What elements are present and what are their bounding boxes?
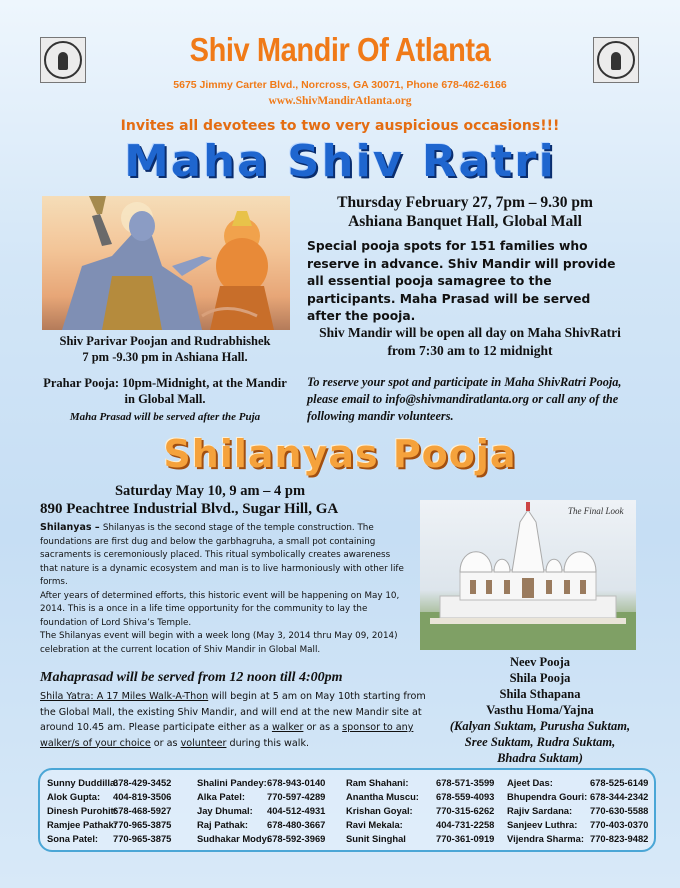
page-title: Shiv Mandir Of Atlanta xyxy=(189,31,491,68)
contact-name: Sanjeev Luthra: xyxy=(507,819,578,830)
contact-name: Jay Dhumal: xyxy=(197,805,253,816)
contact-phone[interactable]: 678-429-3452 xyxy=(113,777,172,788)
contact-row xyxy=(197,833,325,847)
contact-row xyxy=(346,819,494,833)
volunteer-link: volunteer xyxy=(180,737,227,749)
shilanyas-desc-p1: Shilanyas is the second stage of the temple construction. The foundations are first dug and below the garbhagruha, a small pot containing sacraments is ceremoniously placed. This ritual symbolically creates awareness that nature is a dynamic ecosystem and man is to live harmoniously with other life forms. xyxy=(40,523,404,587)
contact-name: Raj Pathak: xyxy=(197,819,249,830)
mandir-open-line: Shiv Mandir will be open all day on Maha ShivRatri xyxy=(319,325,621,340)
contact-row xyxy=(47,819,171,833)
contact-row xyxy=(197,777,325,791)
mahaprasad-line: Mahaprasad will be served from 12 noon till 4:00pm xyxy=(40,670,343,685)
contact-phone[interactable]: 770-315-6262 xyxy=(436,805,495,816)
contact-name: Vijendra Sharma: xyxy=(507,833,584,844)
shilanyas-desc-paragraph xyxy=(40,521,410,590)
invite-line: Invites all devotees to two very auspicious occasions!!! xyxy=(120,118,560,134)
contact-phone[interactable]: 678-480-3667 xyxy=(267,819,326,830)
contact-row xyxy=(346,777,494,791)
contact-name: Rajiv Sardana: xyxy=(507,805,573,816)
ritual-item: Shila Sthapana xyxy=(499,687,581,701)
shilanyas-venue: 890 Peachtree Industrial Blvd., Sugar Hill, GA xyxy=(40,501,339,517)
contact-name: Anantha Muscu: xyxy=(346,791,419,802)
contact-phone[interactable]: 770-965-3875 xyxy=(113,833,172,844)
walk-text-part: during this walk. xyxy=(226,737,310,749)
shiv-ratri-date: Thursday February 27, 7pm – 9.30 pm xyxy=(337,194,593,211)
contacts-column xyxy=(197,777,325,847)
contact-name: Alok Gupta: xyxy=(47,791,101,802)
temple-image-caption: The Final Look xyxy=(568,506,624,516)
contact-row xyxy=(47,833,171,847)
poojan-line: Shiv Parivar Poojan and Rudrabhishek xyxy=(59,334,271,348)
shiva-parivar-image xyxy=(42,196,290,330)
temple-final-look-image xyxy=(420,500,636,650)
shilanyas-pooja-title: Shilanyas Pooja xyxy=(163,432,517,476)
contact-phone[interactable]: 404-731-2258 xyxy=(436,819,495,830)
shilanyas-desc-p3: The Shilanyas event will begin with a week long (May 3, 2014 thru May 09, 2014) celebration at the current location of Shiv Mandir in Global Mall. xyxy=(40,631,398,655)
shiv-ratri-venue: Ashiana Banquet Hall, Global Mall xyxy=(348,213,582,230)
contact-phone[interactable]: 770-630-5588 xyxy=(590,805,649,816)
contact-row xyxy=(47,791,171,805)
contact-name: Dinesh Purohit: xyxy=(47,805,117,816)
walk-text-part: or as xyxy=(150,737,181,749)
contact-phone[interactable]: 770-403-0370 xyxy=(590,819,649,830)
contact-phone[interactable]: 678-559-4093 xyxy=(436,791,495,802)
shilanyas-lead: Shilanyas – xyxy=(40,522,103,533)
contact-phone[interactable]: 404-512-4931 xyxy=(267,805,326,816)
suktam-line: (Kalyan Suktam, Purusha Suktam, xyxy=(449,719,631,733)
shilanyas-date: Saturday May 10, 9 am – 4 pm xyxy=(114,483,306,499)
walker-link: walker xyxy=(271,722,304,733)
contact-name: Krishan Goyal: xyxy=(346,805,413,816)
contact-name: Bhupendra Gouri: xyxy=(507,791,588,802)
suktam-line: Bhadra Suktam) xyxy=(497,751,583,765)
contact-row xyxy=(197,819,325,833)
contact-row xyxy=(507,805,648,819)
maha-shiv-ratri-title: Maha Shiv Ratri xyxy=(124,136,556,187)
ritual-item: Neev Pooja xyxy=(509,655,571,669)
poojan-time: 7 pm -9.30 pm in Ashiana Hall. xyxy=(82,350,248,364)
contact-phone[interactable]: 770-823-9482 xyxy=(590,833,649,844)
contact-phone[interactable]: 678-525-6149 xyxy=(590,777,649,788)
contact-name: Ravi Mekala: xyxy=(346,819,403,830)
contact-name: Shalini Pandey: xyxy=(197,777,267,788)
website-link[interactable]: www.ShivMandirAtlanta.org xyxy=(268,95,412,107)
contact-row xyxy=(197,805,325,819)
ritual-item: Shila Pooja xyxy=(509,671,571,685)
mandir-open-hours: from 7:30 am to 12 midnight xyxy=(387,343,553,358)
contact-phone[interactable]: 770-361-0919 xyxy=(436,833,495,844)
contact-name: Sunit Singhal xyxy=(346,833,406,844)
walk-a-thon-text xyxy=(40,689,440,751)
contact-row xyxy=(507,833,648,847)
shiv-ratri-description: Special pooja spots for 151 families who reserve in advance. Shiv Mandir will provide all essential pooja samagree to the participants. Maha Prasad will be served after the pooja. xyxy=(307,239,616,323)
contact-row xyxy=(47,777,171,791)
contact-row xyxy=(507,777,648,791)
contact-phone[interactable]: 404-819-3506 xyxy=(113,791,172,802)
contact-row xyxy=(197,791,325,805)
shilanyas-description xyxy=(40,521,410,657)
walk-title: Shila Yatra: A 17 Miles Walk-A-Thon xyxy=(40,691,209,702)
contact-phone[interactable]: 770-965-3875 xyxy=(113,819,172,830)
contact-phone[interactable]: 678-468-5927 xyxy=(113,805,172,816)
contact-row xyxy=(346,791,494,805)
prahar-pooja-line: Prahar Pooja: 10pm-Midnight, at the Mandir xyxy=(43,376,287,390)
ritual-item: Vasthu Homa/Yajna xyxy=(486,703,594,717)
contact-name: Ram Shahani: xyxy=(346,777,409,788)
contacts-column xyxy=(47,777,171,847)
contact-name: Ramjee Pathak: xyxy=(47,819,117,830)
contact-row xyxy=(346,833,494,847)
reserve-instructions: To reserve your spot and participate in Maha ShivRatri Pooja, please email to info@shivmandiratlanta.org or call any of the following mandir volunteers. xyxy=(307,375,622,423)
walk-text-part: will begin at 5 am on May 10th starting from the Global Mall, the existing Shiv Mandir, and will end at the new Mandir site at around 10.45 am. Please participate either as a xyxy=(40,691,426,733)
contact-phone[interactable]: 770-597-4289 xyxy=(267,791,326,802)
contact-name: Sudhakar Mody: xyxy=(197,833,270,844)
prahar-pooja-location: in Global Mall. xyxy=(124,392,206,406)
address-line: 5675 Jimmy Carter Blvd., Norcross, GA 30071, Phone 678-462-6166 xyxy=(173,79,507,91)
sponsor-link: sponsor to any walker/s of your choice xyxy=(40,722,414,749)
volunteer-contacts-box xyxy=(38,768,656,852)
contact-row xyxy=(507,819,648,833)
contact-name: Sunny Duddilla: xyxy=(47,777,119,788)
suktam-line: Sree Suktam, Rudra Suktam, xyxy=(464,735,616,749)
contact-name: Sona Patel: xyxy=(47,833,99,844)
contact-name: Alka Patel: xyxy=(197,791,245,802)
contact-row xyxy=(47,805,171,819)
contact-phone[interactable]: 678-592-3969 xyxy=(267,833,326,844)
contact-phone[interactable]: 678-344-2342 xyxy=(590,791,649,802)
walk-text-part: or as a xyxy=(303,722,343,733)
shilanyas-desc-p2: After years of determined efforts, this historic event will be happening on May 10, 2014. This is a once in a life time opportunity for the community to lay the foundation of Lord Shiva’s Temple. xyxy=(40,590,400,628)
maha-prasad-line: Maha Prasad will be served after the Puja xyxy=(69,411,261,423)
contact-row xyxy=(507,791,648,805)
contact-phone[interactable]: 678-571-3599 xyxy=(436,777,495,788)
contact-phone[interactable]: 678-943-0140 xyxy=(267,777,326,788)
contact-row xyxy=(346,805,494,819)
contact-name: Ajeet Das: xyxy=(507,777,553,788)
contacts-column xyxy=(346,777,494,847)
contacts-column xyxy=(507,777,648,847)
